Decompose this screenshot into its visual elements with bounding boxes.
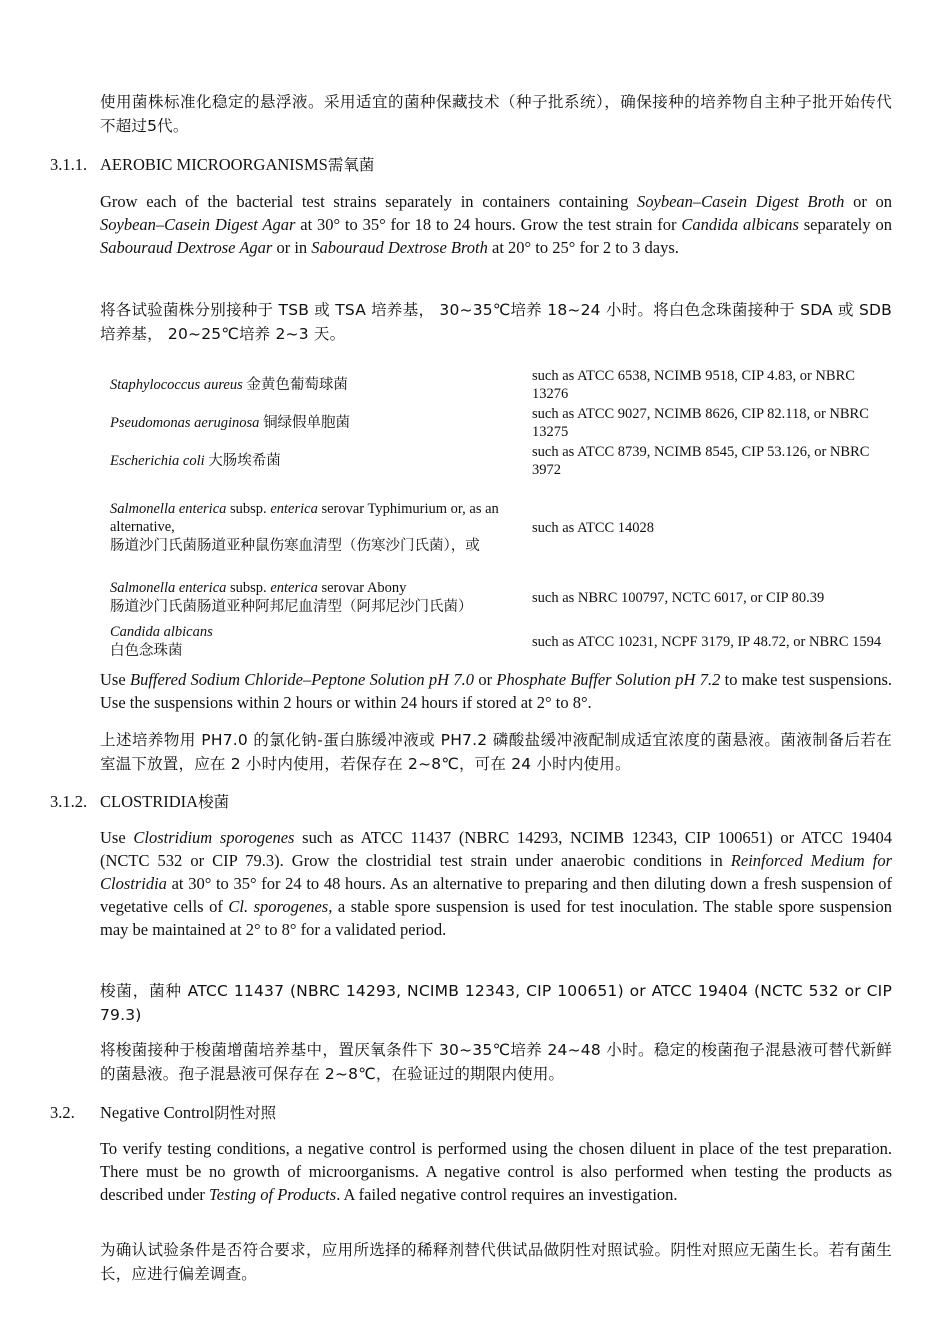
- text-run: or in: [272, 238, 312, 257]
- text-run: to make test suspensions. Use the suspensions within 2 hours or within 24 hours if stored at 2° to 8°.: [100, 670, 893, 712]
- organism-name-cn: 大肠埃希菌: [208, 452, 281, 469]
- aerobic-paragraph-cn: 将各试验菌株分别接种于 TSB 或 TSA 培养基， 30~35℃培养 18~24 小时。将白色念珠菌接种于 SDA 或 SDB 培养基， 20~25℃培养 2~3 天。: [100, 301, 892, 343]
- text-run: Grow each of the bacterial test strains separately in containers containing: [100, 192, 638, 211]
- italic-run: Clostridium sporogenes: [133, 828, 295, 847]
- organism-cell: [106, 576, 528, 620]
- section-number: 3.2.: [50, 1103, 75, 1122]
- aerobic-paragraph-en: [100, 190, 892, 259]
- table-row: [106, 620, 896, 664]
- table-row: [106, 404, 896, 442]
- text-run: 梭菌，菌种 ATCC 11437 (NBRC 14293, NCIMB 12343, CIP 100651) or ATCC 19404 (NCTC 532 or CIP 79.3): [100, 982, 892, 1024]
- text-run: separately on: [798, 215, 892, 234]
- section-number: 3.1.1.: [50, 155, 88, 174]
- text-run: a stable spore suspension is used for test inoculation. The stable spore suspension may be maintained at 2° to 8° for a validated period.: [100, 897, 893, 939]
- clostridia-paragraph-en: [100, 826, 892, 941]
- italic-run: Cl. sporogenes,: [228, 897, 333, 916]
- organism-name: Salmonella enterica: [110, 500, 227, 517]
- negative-control-paragraph-en: [100, 1137, 892, 1206]
- text-run: at 30° to 35° for 24 to 48 hours. As an alternative to preparing and then diluting down a fresh suspension of vegetative cells of: [100, 874, 892, 916]
- suspension-paragraph-en: [100, 668, 892, 714]
- strain-cell: such as ATCC 9027, NCIMB 8626, CIP 82.118, or NBRC 13275: [532, 406, 869, 440]
- text-run: To verify testing conditions, a negative control is performed using the chosen diluent in place of the test preparation. There must be no growth of microorganisms. A negative control is also performed when testing the products as described under: [100, 1139, 892, 1204]
- italic-run: Phosphate Buffer Solution pH 7.2: [496, 670, 721, 689]
- strain-cell: such as ATCC 14028: [532, 520, 655, 536]
- section-title-en: Negative Control: [100, 1103, 215, 1122]
- section-title-en: CLOSTRIDIA: [100, 792, 199, 811]
- section-heading-3-1-2: [50, 790, 229, 814]
- italic-run: Buffered Sodium Chloride–Peptone Solution pH 7.0: [129, 670, 475, 689]
- intro-paragraph-cn: 使用菌株标准化稳定的悬浮液。采用适宜的菌种保藏技术（种子批系统），确保接种的培养物自主种子批开始传代不超过5代。: [100, 93, 892, 135]
- section-title-cn: 梭菌: [198, 793, 230, 811]
- organism-name: Staphylococcus aureus: [110, 376, 243, 393]
- text-run: at 30° to 35° for 18 to 24 hours. Grow the test strain for: [295, 215, 682, 234]
- text-run: Use: [100, 828, 134, 847]
- section-number: 3.1.2.: [50, 792, 88, 811]
- italic-run: Soybean–Casein Digest Broth: [637, 192, 845, 211]
- organism-name-cn: 肠道沙门氏菌肠道亚种阿邦尼血清型（阿邦尼沙门氏菌）: [110, 598, 473, 615]
- italic-run: Candida albicans: [681, 215, 799, 234]
- organism-name-cn: 金黄色葡萄球菌: [246, 376, 348, 393]
- organism-cell: [106, 366, 528, 404]
- italic-run: Sabouraud Dextrose Broth: [311, 238, 488, 257]
- text-run: at 20° to 25° for 2 to 3 days.: [487, 238, 679, 257]
- strain-cell: such as ATCC 10231, NCPF 3179, IP 48.72, or NBRC 1594: [532, 634, 882, 650]
- text-run: Use: [100, 670, 130, 689]
- organism-name: enterica: [270, 500, 318, 517]
- text-run: or: [474, 670, 497, 689]
- text-run: subsp.: [226, 579, 271, 596]
- table-row: [106, 480, 896, 576]
- organism-name: enterica: [270, 579, 318, 596]
- strain-cell: such as NBRC 100797, NCTC 6017, or CIP 80.39: [532, 590, 825, 606]
- section-heading-3-1-1: [50, 153, 374, 177]
- text-run: . A failed negative control requires an investigation.: [336, 1185, 678, 1204]
- table-row: [106, 576, 896, 620]
- organism-name: Salmonella enterica: [110, 579, 227, 596]
- strain-cell: such as ATCC 6538, NCIMB 9518, CIP 4.83, or NBRC 13276: [532, 368, 855, 402]
- italic-run: Testing of Products: [209, 1185, 337, 1204]
- strain-cell: such as ATCC 8739, NCIMB 8545, CIP 53.126, or NBRC 3972: [532, 444, 870, 478]
- section-title-cn: 阴性对照: [214, 1104, 277, 1122]
- suspension-paragraph-cn: 上述培养物用 PH7.0 的氯化钠-蛋白胨缓冲液或 PH7.2 磷酸盐缓冲液配制成适宜浓度的菌悬液。菌液制备后若在室温下放置，应在 2 小时内使用，若保存在 2~8℃，可在 24 小时内使用。: [100, 731, 892, 773]
- text-run: subsp.: [226, 500, 271, 517]
- table-row: [106, 442, 896, 480]
- clostridia-paragraph-cn: 将梭菌接种于梭菌增菌培养基中，置厌氧条件下 30~35℃培养 24~48 小时。稳定的梭菌孢子混悬液可替代新鲜的菌悬液。孢子混悬液可保存在 2~8℃，在验证过的期限内使用。: [100, 1041, 892, 1083]
- organism-name: Escherichia coli: [110, 452, 205, 469]
- organism-cell: [106, 480, 528, 576]
- text-run: such as ATCC 11437 (NBRC 14293, NCIMB 12343, CIP 100651) or ATCC 19404 (NCTC 532 or CIP 79.3). Grow the clostridial test strain under anaerobic conditions in: [100, 828, 892, 870]
- test-organism-table: [106, 366, 896, 664]
- section-title-en: AEROBIC MICROORGANISMS: [100, 155, 328, 174]
- organism-cell: [106, 442, 528, 480]
- organism-cell: [106, 404, 528, 442]
- organism-name-cn: 铜绿假单胞菌: [263, 414, 351, 431]
- organism-name: Candida albicans: [110, 623, 213, 640]
- table-row: [106, 366, 896, 404]
- section-title-cn: 需氧菌: [327, 156, 375, 174]
- text-run: serovar Typhimurium or, as an alternative,: [110, 500, 499, 535]
- text-run: serovar Abony: [317, 579, 407, 596]
- negative-control-paragraph-cn: 为确认试验条件是否符合要求，应用所选择的稀释剂替代供试品做阴性对照试验。阴性对照应无菌生长。若有菌生长，应进行偏差调查。: [100, 1241, 892, 1283]
- clostridia-strain-paragraph-cn: [100, 979, 892, 1027]
- section-heading-3-2: [50, 1101, 276, 1125]
- organism-cell: [106, 620, 528, 664]
- italic-run: Sabouraud Dextrose Agar: [100, 238, 273, 257]
- italic-run: Reinforced Medium for Clostridia: [100, 851, 892, 893]
- organism-name-cn: 肠道沙门氏菌肠道亚种鼠伤寒血清型（伤寒沙门氏菌），或: [110, 537, 480, 554]
- text-run: or on: [844, 192, 892, 211]
- organism-name: Pseudomonas aeruginosa: [110, 414, 260, 431]
- italic-run: Soybean–Casein Digest Agar: [100, 215, 296, 234]
- organism-name-cn: 白色念珠菌: [110, 642, 183, 659]
